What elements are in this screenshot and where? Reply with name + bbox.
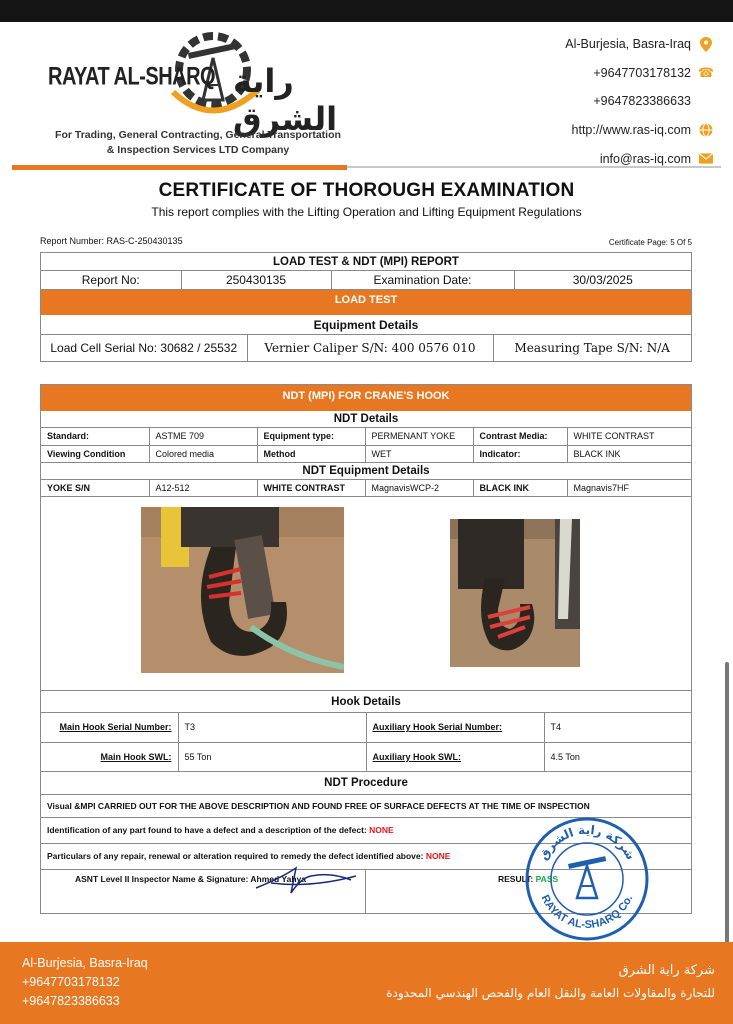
measuring-tape-serial: Measuring Tape S/N: N/A [493, 335, 691, 361]
report-no-label: Report No: [41, 271, 181, 289]
main-hook-serial-value: T3 [178, 713, 366, 742]
exam-date-label: Examination Date: [331, 271, 514, 289]
footer-arabic-name: شركة راية الشرق [618, 963, 715, 978]
company-name-en: RAYAT AL-SHARQ [48, 63, 216, 91]
globe-icon [699, 123, 713, 137]
result-value: PASS [535, 873, 559, 884]
company-tagline [48, 128, 348, 158]
white-contrast-value: MagnavisWCP-2 [365, 480, 473, 497]
yoke-sn-label: YOKE S/N [41, 480, 149, 497]
contact-list [565, 30, 713, 173]
contact-website[interactable] [565, 116, 713, 145]
defect-identification-value: NONE [369, 825, 394, 835]
vernier-caliper-serial: Vernier Caliper S/N: 400 0576 010 [247, 335, 493, 361]
viewing-condition-label: Viewing Condition [41, 445, 149, 462]
report-info-table [41, 271, 691, 290]
ndt-equipment-details-title: NDT Equipment Details [41, 463, 691, 480]
location-pin-icon [699, 37, 713, 51]
ndt-details-table [41, 428, 691, 463]
aux-hook-serial-label: Auxiliary Hook Serial Number: [366, 713, 544, 742]
aux-hook-serial-value: T4 [544, 713, 691, 742]
footer-contacts [22, 954, 148, 1011]
repair-particulars-value: NONE [425, 851, 451, 861]
contact-phone-2[interactable] [565, 87, 713, 116]
standard-value: ASTME 709 [149, 428, 257, 445]
footer-phone-1[interactable]: +9647703178132 [22, 975, 120, 989]
contact-email[interactable] [565, 144, 713, 173]
ndt-details-title: NDT Details [41, 411, 691, 428]
equipment-details-title: Equipment Details [41, 315, 691, 335]
hook-photos [41, 497, 691, 691]
inspector-signature [251, 858, 361, 898]
ndt-header: NDT (MPI) FOR CRANE'S HOOK [41, 385, 691, 411]
footer-address: Al-Burjesia, Basra-Iraq [22, 956, 148, 970]
email-link[interactable]: info@ras-iq.com [599, 151, 691, 166]
load-test-header: LOAD TEST [41, 290, 691, 315]
report-number: Report Number: RAS-C-250430135 [40, 236, 183, 246]
main-hook-swl-label: Main Hook SWL: [41, 742, 178, 771]
footer-phone-2[interactable]: +9647823386633 [22, 994, 120, 1008]
certificate-title: CERTIFICATE OF THOROUGH EXAMINATION [158, 180, 575, 201]
auxiliary-hook-photo [450, 519, 580, 667]
blank-icon [699, 94, 713, 108]
footer-arabic-tagline: للتجارة والمقاولات العامة والنقل العام والفحص الهندسي المحدودة [386, 986, 715, 1000]
stamp-text-arabic: شركة راية الشرق [536, 822, 638, 863]
exam-date-value: 30/03/2025 [514, 271, 691, 289]
inspector-cell [41, 870, 366, 913]
main-hook-photo [141, 507, 344, 673]
top-window-bar [0, 0, 733, 22]
method-value: WET [365, 445, 473, 462]
contrast-media-value: WHITE CONTRAST [567, 428, 691, 445]
standard-label: Standard: [41, 428, 149, 445]
stamp-text-english: RAYAT AL-SHARQ Co. [538, 893, 636, 932]
indicator-label: Indicator: [473, 445, 567, 462]
method-label: Method [257, 445, 365, 462]
procedure-statement: Visual &MPI CARRIED OUT FOR THE ABOVE DESCRIPTION AND FOUND FREE OF SURFACE DEFECTS AT THE TIME OF INSPECTION [41, 794, 691, 817]
certificate-subtitle: This report complies with the Lifting Operation and Lifting Equipment Regulations [151, 205, 582, 219]
black-ink-value: Magnavis7HF [567, 480, 691, 497]
ndt-equipment-table [41, 480, 691, 498]
company-logo [48, 30, 348, 160]
page-footer [0, 942, 733, 1024]
indicator-value: BLACK INK [567, 445, 691, 462]
equipment-details-table [41, 335, 691, 361]
company-stamp [524, 816, 650, 942]
viewing-condition-value: Colored media [149, 445, 257, 462]
telephone-icon: ☎ [697, 64, 715, 80]
main-hook-serial-label: Main Hook Serial Number: [41, 713, 178, 742]
envelope-icon [699, 152, 713, 166]
contact-address [565, 30, 713, 59]
header-divider-accent [12, 165, 347, 170]
report-title: LOAD TEST & NDT (MPI) REPORT [41, 253, 691, 271]
contrast-media-label: Contrast Media: [473, 428, 567, 445]
hook-details-table [41, 713, 691, 772]
tagline-line-2: & Inspection Services LTD Company [106, 144, 290, 156]
load-cell-serial: Load Cell Serial No: 30682 / 25532 [41, 335, 247, 361]
company-name-ar: راية الشرق [233, 62, 338, 138]
tagline-line-1: For Trading, General Contracting, General Transportation [55, 129, 341, 141]
report-no-value: 250430135 [181, 271, 331, 289]
hook-details-title: Hook Details [41, 691, 691, 713]
aux-hook-swl-label: Auxiliary Hook SWL: [366, 742, 544, 771]
contact-phone-1[interactable] [565, 59, 713, 88]
header-divider [12, 166, 721, 168]
repair-particulars-label: Particulars of any repair, renewal or alteration required to remedy the defect identified above: [47, 851, 424, 861]
certificate-page: Certificate Page: 5 Of 5 [608, 238, 692, 247]
stamp-icon [524, 816, 650, 942]
equipment-type-label: Equipment type: [257, 428, 365, 445]
main-hook-swl-value: 55 Ton [178, 742, 366, 771]
website-link[interactable]: http://www.ras-iq.com [571, 123, 691, 138]
phone-2-text[interactable]: +9647823386633 [593, 94, 691, 109]
result-label: RESULT: [498, 873, 534, 884]
inspector-name-signature: ASNT Level II Inspector Name & Signature: Ahmed Yahya [75, 873, 306, 884]
yoke-sn-value: A12-512 [149, 480, 257, 497]
black-ink-label: BLACK INK [473, 480, 567, 497]
white-contrast-label: WHITE CONTRAST [257, 480, 365, 497]
equipment-type-value: PERMENANT YOKE [365, 428, 473, 445]
load-test-block [40, 252, 692, 362]
phone-1-text[interactable]: +9647703178132 [593, 65, 691, 80]
aux-hook-swl-value: 4.5 Ton [544, 742, 691, 771]
defect-identification-label: Identification of any part found to have a defect and a description of the defect: [47, 825, 367, 835]
ndt-procedure-title: NDT Procedure [324, 776, 408, 789]
address-text: Al-Burjesia, Basra-Iraq [565, 37, 691, 52]
footer-arabic [386, 960, 715, 1004]
